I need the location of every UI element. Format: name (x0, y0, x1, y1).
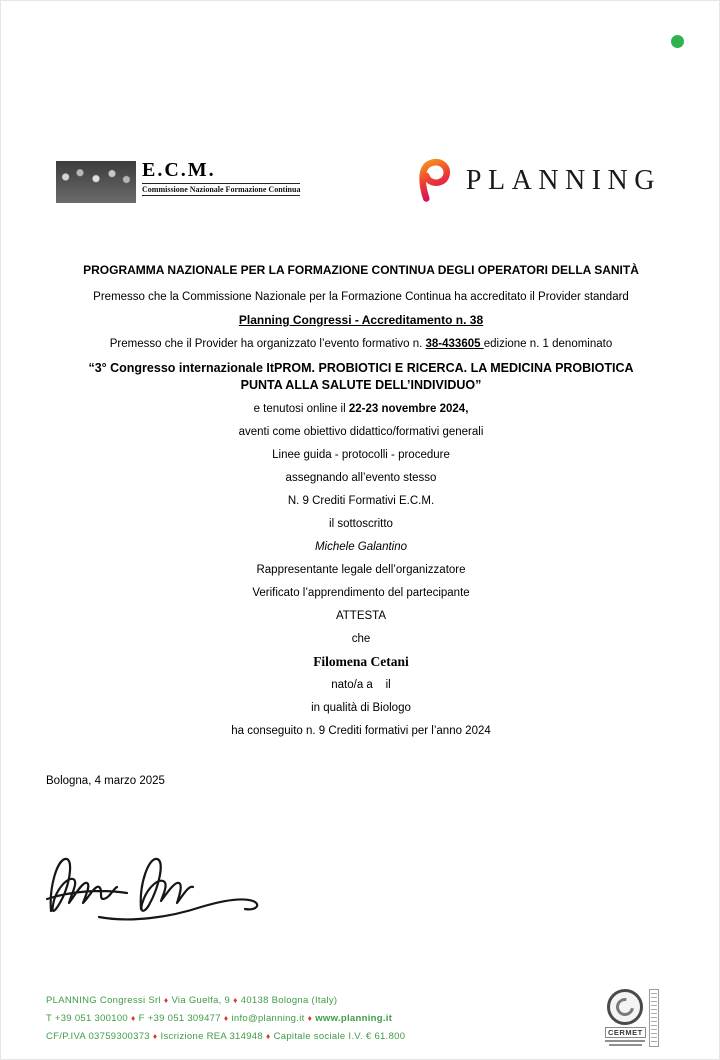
accreditation-line (46, 313, 676, 328)
ecm-logo-text (142, 159, 300, 196)
legal-rep-role: Rappresentante legale dell’organizzatore (256, 564, 466, 576)
cermet-badge (605, 989, 659, 1047)
diamond-separator-icon: ♦ (163, 995, 169, 1005)
held-dates: 22-23 novembre 2024, (348, 403, 469, 415)
premise2-line (46, 337, 676, 351)
credits-line: N. 9 Crediti Formativi E.C.M. (287, 495, 435, 507)
signature-scribble (41, 839, 276, 939)
footer-address: Via Guelfa, 9 (171, 995, 231, 1006)
ecm-logo-subtitle: Commissione Nazionale Formazione Continua (142, 185, 301, 194)
diamond-separator-icon: ♦ (131, 1013, 136, 1023)
footer-capital: Capitale sociale I.V. € 61.800 (273, 1031, 406, 1042)
diamond-separator-icon: ♦ (307, 1013, 313, 1023)
premise2-after: edizione n. 1 denominato (483, 338, 613, 350)
diamond-separator-icon: ♦ (265, 1031, 271, 1041)
cermet-mark-icon (613, 994, 638, 1019)
header (56, 151, 661, 211)
footer-email-link[interactable]: info@planning.it (231, 1013, 305, 1024)
cermet-smalltext-bar (609, 1044, 642, 1046)
premise2-before: Premesso che il Provider ha organizzato l’evento formativo n. (109, 338, 426, 350)
footer-company: PLANNING Congressi Srl (46, 995, 161, 1006)
undersigned-line: il sottoscritto (329, 518, 393, 530)
footer-fax: F +39 051 309477 (138, 1013, 221, 1024)
accreditation-text: Planning Congressi - Accreditamento n. 38 (238, 313, 484, 327)
guidelines-line: Linee guida - protocolli - procedure (272, 449, 450, 461)
status-dot-icon (671, 35, 684, 48)
cermet-vertical-strip (649, 989, 659, 1047)
footer-line-2 (46, 1012, 405, 1025)
achievement-line: ha conseguito n. 9 Crediti formativi per l’anno 2024 (231, 725, 491, 737)
certificate-body (46, 263, 676, 797)
verified-line: Verificato l’apprendimento del partecipante (252, 587, 470, 599)
footer-rea: Iscrizione REA 314948 (160, 1031, 263, 1042)
cermet-main (605, 989, 646, 1046)
ecm-photo-collage (56, 161, 136, 203)
assigning-line: assegnando all’evento stesso (285, 472, 437, 484)
place-date: Bologna, 4 marzo 2025 (46, 775, 165, 787)
born-line: nato/a a il (331, 679, 391, 691)
cermet-logo-icon (607, 989, 643, 1025)
qualification-line: in qualità di Biologo (311, 702, 411, 714)
cermet-smalltext-bar (605, 1040, 645, 1042)
footer (46, 994, 405, 1048)
footer-website-link[interactable]: www.planning.it (315, 1013, 393, 1024)
cermet-label: CERMET (605, 1027, 646, 1038)
diamond-separator-icon: ♦ (152, 1031, 158, 1041)
legal-rep-name: Michele Galantino (314, 541, 408, 553)
planning-p-icon (414, 157, 456, 205)
footer-vat: CF/P.IVA 03759300373 (46, 1031, 150, 1042)
footer-city: 40138 Bologna (Italy) (240, 995, 338, 1006)
held-line (46, 402, 676, 416)
ecm-logo-title: E.C.M. (142, 159, 216, 181)
participant-name: Filomena Cetani (313, 654, 409, 669)
event-title: “3° Congresso internazionale ItPROM. PROBIOTICI E RICERCA. LA MEDICINA PROBIOTICA PUNTA ALLA SALUTE DELL’INDIVIDUO” (88, 361, 634, 392)
attests-line: ATTESTA (335, 610, 387, 622)
planning-logo (414, 157, 661, 205)
diamond-separator-icon: ♦ (223, 1013, 229, 1023)
footer-phone: T +39 051 300100 (46, 1013, 129, 1024)
footer-line-1 (46, 994, 405, 1007)
objective-line: aventi come obiettivo didattico/formativi generali (238, 426, 484, 438)
planning-wordmark: PLANNING (465, 165, 661, 196)
ecm-logo (56, 159, 300, 203)
diamond-separator-icon: ♦ (233, 995, 238, 1005)
premise1-line: Premesso che la Commissione Nazionale per la Formazione Continua ha accreditato il Provider standard (93, 291, 629, 303)
that-line: che (351, 633, 371, 645)
held-before: e tenutosi online il (253, 403, 349, 415)
event-number: 38-433605 (425, 338, 484, 350)
certificate-title: PROGRAMMA NAZIONALE PER LA FORMAZIONE CONTINUA DEGLI OPERATORI DELLA SANITÀ (83, 263, 639, 277)
footer-line-3 (46, 1030, 405, 1043)
